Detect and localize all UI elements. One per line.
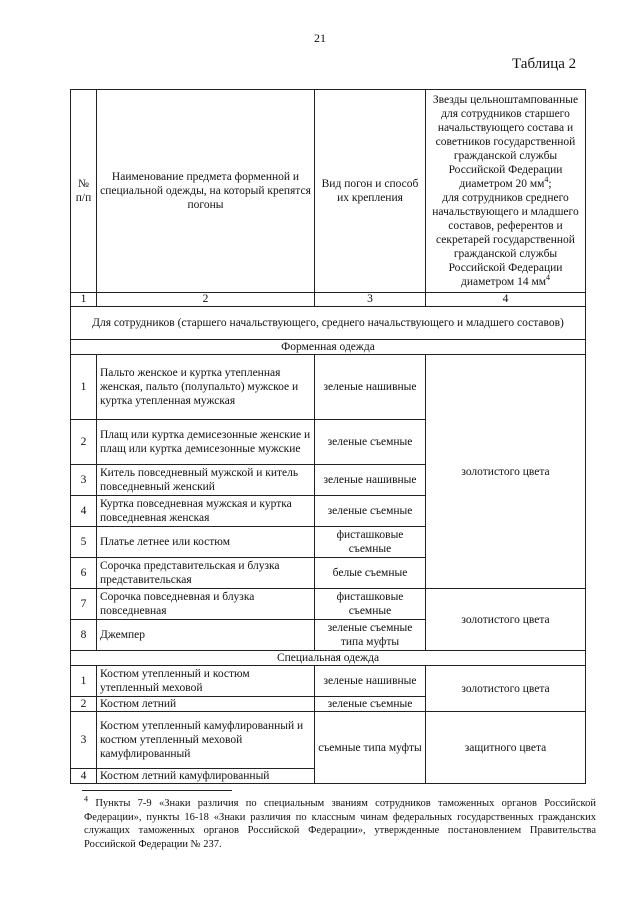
header-stars <box>426 90 586 293</box>
table-row <box>71 712 586 769</box>
row-number: 4 <box>71 496 97 527</box>
header-number: № п/п <box>71 90 97 293</box>
row-item: Костюм летний камуфлированный <box>97 769 315 784</box>
section-title-row <box>71 340 586 355</box>
row-stars: золотистого цвета <box>426 355 586 589</box>
row-item: Сорочка представительская и блузка представительская <box>97 558 315 589</box>
group-title: Для сотрудников (старшего начальствующего, среднего начальствующего и младшего составов) <box>71 307 586 340</box>
footnote-mark: 4 <box>84 794 88 804</box>
header-stars-senior-tail: ; <box>548 177 552 190</box>
row-strap-kind: зеленые нашивные <box>315 465 426 496</box>
section-title-uniform: Форменная одежда <box>71 340 586 355</box>
row-item: Костюм утепленный камуфлированный и костюм утепленный меховой камуфлированный <box>97 712 315 769</box>
row-item: Китель повседневный мужской и китель повседневный женский <box>97 465 315 496</box>
row-number: 1 <box>71 355 97 420</box>
header-stars-junior: для сотрудников среднего начальствующего и младшего составов, референтов и секретарей государственной гражданской службы Российской Федерации диаметром 14 мм <box>432 192 579 289</box>
row-stars: золотистого цвета <box>426 589 586 651</box>
row-number: 7 <box>71 589 97 620</box>
row-number: 2 <box>71 697 97 712</box>
row-item: Пальто женское и куртка утепленная женская, пальто (полупальто) мужское и куртка утепленная мужская <box>97 355 315 420</box>
page-number: 21 <box>314 31 326 45</box>
table-row <box>71 355 586 420</box>
header-strap-kind: Вид погон и способ их крепления <box>315 90 426 293</box>
row-item: Костюм летний <box>97 697 315 712</box>
row-stars: золотистого цвета <box>426 666 586 712</box>
table-row <box>71 589 586 620</box>
group-title-row <box>71 307 586 340</box>
row-strap-kind: зеленые съемные <box>315 420 426 465</box>
table-header-row <box>71 90 586 293</box>
footnote-text: Пункты 7-9 «Знаки различия по специальным званиям сотрудников таможенных органов Российской Федерации», пункты 16-18 «Знаки различия по классным чинам федеральных государственных гражданских служащих таможенных органов Российской Федерации», утвержденные постановлением Правительства Российской Федерации № 237. <box>84 798 596 850</box>
row-item: Костюм утепленный и костюм утепленный меховой <box>97 666 315 697</box>
row-strap-kind: фисташковые съемные <box>315 589 426 620</box>
footnote-divider <box>82 790 232 791</box>
row-stars: защитного цвета <box>426 712 586 784</box>
row-number: 6 <box>71 558 97 589</box>
row-strap-kind: белые съемные <box>315 558 426 589</box>
footnote <box>84 794 596 852</box>
row-strap-kind: съемные типа муфты <box>315 712 426 784</box>
column-number: 1 <box>71 293 97 307</box>
row-number: 3 <box>71 465 97 496</box>
column-number: 4 <box>426 293 586 307</box>
row-number: 1 <box>71 666 97 697</box>
row-number: 8 <box>71 620 97 651</box>
row-item: Плащ или куртка демисезонные женские и плащ или куртка демисезонные мужские <box>97 420 315 465</box>
row-item: Платье летнее или костюм <box>97 527 315 558</box>
row-item: Сорочка повседневная и блузка повседневная <box>97 589 315 620</box>
row-strap-kind: зеленые съемные типа муфты <box>315 620 426 651</box>
footnote-ref: 4 <box>544 175 549 185</box>
insignia-table <box>70 89 586 784</box>
row-strap-kind: фисташковые съемные <box>315 527 426 558</box>
row-strap-kind: зеленые съемные <box>315 697 426 712</box>
row-item: Джемпер <box>97 620 315 651</box>
table-row <box>71 666 586 697</box>
footnote-ref: 4 <box>546 273 551 283</box>
row-number: 2 <box>71 420 97 465</box>
header-stars-senior: Звезды цельноштампованные для сотрудников старшего начальствующего состава и советников государственной гражданской службы Российской Федерации диаметром 20 мм <box>432 93 579 190</box>
row-strap-kind: зеленые съемные <box>315 496 426 527</box>
table-caption: Таблица 2 <box>512 56 577 72</box>
column-number-row <box>71 293 586 307</box>
section-title-special: Специальная одежда <box>71 651 586 666</box>
row-number: 3 <box>71 712 97 769</box>
row-item: Куртка повседневная мужская и куртка повседневная женская <box>97 496 315 527</box>
column-number: 2 <box>97 293 315 307</box>
column-number: 3 <box>315 293 426 307</box>
row-number: 5 <box>71 527 97 558</box>
row-strap-kind: зеленые нашивные <box>315 666 426 697</box>
row-number: 4 <box>71 769 97 784</box>
row-strap-kind: зеленые нашивные <box>315 355 426 420</box>
section-title-row <box>71 651 586 666</box>
header-item-name: Наименование предмета форменной и специальной одежды, на который крепятся погоны <box>97 90 315 293</box>
